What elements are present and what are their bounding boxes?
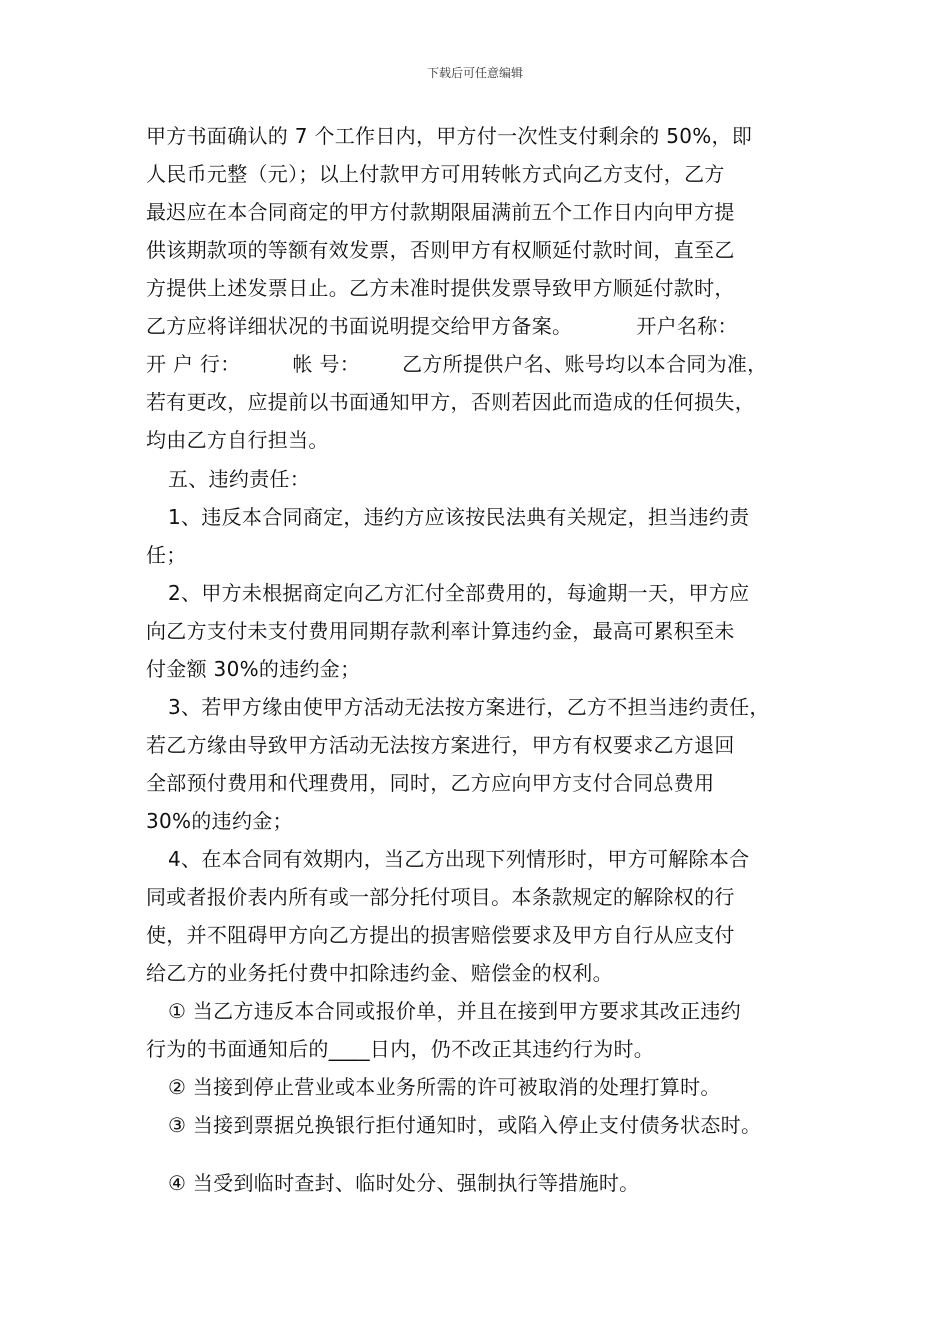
- paragraph-line: 人民币元整（元）；以上付款甲方可用转帐方式向乙方支付，乙方: [146, 162, 725, 186]
- clause-line: 使，并不阻碍甲方向乙方提出的损害赔偿要求及甲方自行从应支付: [146, 923, 735, 947]
- clause-line: 2、甲方未根据商定向乙方汇付全部费用的，每逾期一天，甲方应: [168, 581, 750, 605]
- clause-line: 3、若甲方缘由使甲方活动无法按方案进行，乙方不担当违约责任，: [168, 695, 770, 719]
- bank-label: 开 户 行：: [146, 352, 241, 376]
- account-terms-text: 乙方所提供户名、账号均以本合同为准，: [402, 352, 768, 376]
- filing-text: 乙方应将详细状况的书面说明提交给甲方备案。: [146, 314, 573, 338]
- account-name-label: 开户名称：: [636, 314, 738, 338]
- sub-item-line: ④ 当受到临时查封、临时处分、强制执行等措施时。: [168, 1171, 640, 1195]
- sub-item-line: ① 当乙方违反本合同或报价单，并且在接到甲方要求其改正违约: [168, 999, 741, 1023]
- paragraph-line: [146, 307, 738, 345]
- section-heading: 五、违约责任：: [168, 467, 311, 491]
- clause-line: 任；: [146, 543, 187, 567]
- paragraph-line: 最迟应在本合同商定的甲方付款期限届满前五个工作日内向甲方提: [146, 200, 735, 224]
- paragraph-line: 若有更改，应提前以书面通知甲方，否则若因此而造成的任何损失，: [146, 390, 755, 414]
- sub-item-line: ② 当接到停止营业或本业务所需的许可被取消的处理打算时。: [168, 1075, 721, 1099]
- paragraph-line: 方提供上述发票日止。乙方未准时提供发票导致甲方顺延付款时，: [146, 276, 735, 300]
- account-number-label: 帐 号：: [292, 352, 361, 376]
- sub-item-line: 行为的书面通知后的____日内，仍不改正其违约行为时。: [146, 1037, 655, 1061]
- paragraph-line: 甲方书面确认的 7 个工作日内，甲方付一次性支付剩余的 50%，即: [146, 124, 753, 148]
- clause-line: 30%的违约金；: [146, 809, 293, 833]
- clause-line: 4、在本合同有效期内，当乙方出现下列情形时，甲方可解除本合: [168, 847, 750, 871]
- clause-line: 全部预付费用和代理费用，同时，乙方应向甲方支付合同总费用: [146, 771, 715, 795]
- clause-line: 同或者报价表内所有或一部分托付项目。本条款规定的解除权的行: [146, 885, 735, 909]
- sub-item-line: ③ 当接到票据兑换银行拒付通知时，或陷入停止支付债务状态时。: [168, 1113, 762, 1137]
- paragraph-line: 供该期款项的等额有效发票，否则甲方有权顺延付款时间，直至乙: [146, 238, 735, 262]
- clause-line: 给乙方的业务托付费中扣除违约金、赔偿金的权利。: [146, 961, 613, 985]
- paragraph-line: 均由乙方自行担当。: [146, 428, 329, 452]
- clause-line: 付金额 30%的违约金；: [146, 657, 361, 681]
- clause-line: 若乙方缘由导致甲方活动无法按方案进行，甲方有权要求乙方退回: [146, 733, 735, 757]
- clause-line: 1、违反本合同商定，违约方应该按民法典有关规定，担当违约责: [168, 505, 750, 529]
- page-header-note: 下载后可任意编辑: [426, 66, 523, 80]
- paragraph-line: [146, 345, 767, 383]
- clause-line: 向乙方支付未支付费用同期存款利率计算违约金，最高可累积至未: [146, 619, 735, 643]
